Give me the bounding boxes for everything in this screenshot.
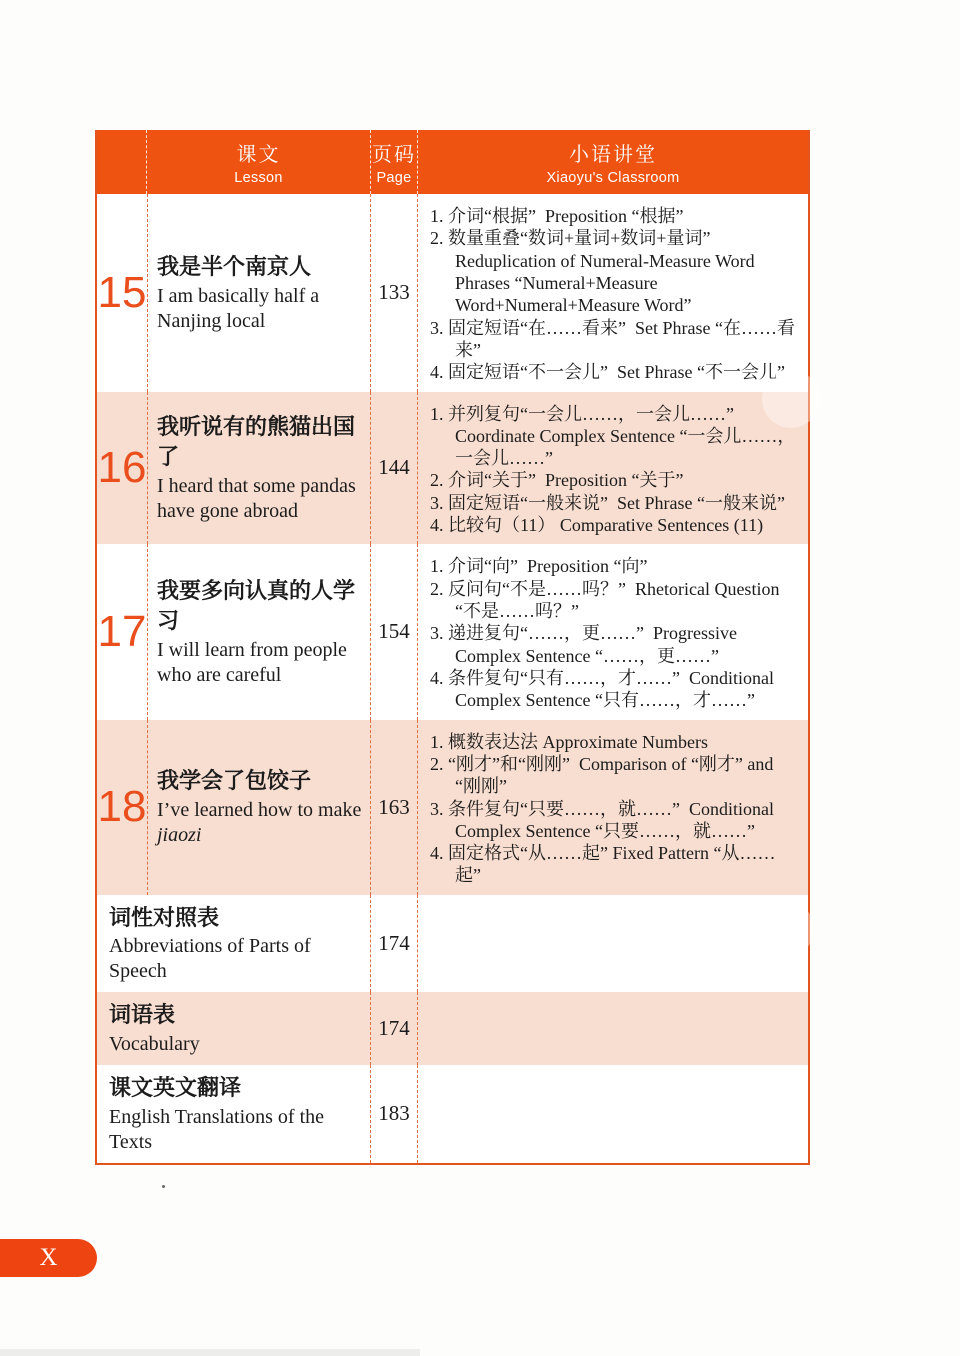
- appendix-row-translations: [97, 1065, 808, 1163]
- lesson-number: 16: [97, 442, 147, 492]
- table-header: [97, 130, 808, 194]
- lesson-title-en-italic: jiaozi: [157, 824, 202, 846]
- appendix-empty-cell: [418, 895, 808, 993]
- lesson-title-zh: 我听说有的熊猫出国了: [157, 414, 356, 469]
- classroom-content: [418, 392, 808, 545]
- lesson-title-zh: 我要多向认真的人学习: [157, 578, 356, 633]
- lesson-title-cell: [147, 720, 370, 895]
- appendix-title-en: Vocabulary: [109, 1033, 200, 1056]
- grammar-point: 1. 介词“根据” Preposition “根据”: [430, 206, 684, 226]
- lesson-row-15: [97, 194, 808, 392]
- grammar-point: 3. 固定短语“一般来说” Set Phrase “一般来说”: [430, 492, 785, 513]
- header-page: [370, 130, 418, 194]
- grammar-point: 3. 递进复句“……，更……” Progressive Complex Sentence “……，更……”: [430, 623, 742, 666]
- grammar-point: 4. 固定短语“不一会儿” Set Phrase “不一会儿”: [430, 362, 785, 383]
- appendix-empty-cell: [418, 1065, 808, 1163]
- header-page-en: Page: [376, 170, 412, 186]
- grammar-point: 2. “刚才”和“刚刚” Comparison of “刚才” and “刚刚”: [430, 753, 778, 797]
- classroom-content: [418, 720, 808, 895]
- appendix-title-cell: [97, 992, 370, 1065]
- page-number: 174: [370, 992, 418, 1065]
- lesson-title-en: I am basically half a Nanjing local: [157, 284, 320, 332]
- page-number: 174: [370, 895, 418, 993]
- classroom-content: [418, 544, 808, 719]
- grammar-point: 1. 介词“向” Preposition “向”: [430, 556, 648, 577]
- appendix-row-vocabulary: [97, 992, 808, 1065]
- lesson-title-en: I heard that some pandas have gone abroad: [157, 474, 356, 522]
- lesson-title-cell: [147, 392, 370, 545]
- grammar-point: 3. 固定短语“在……看来” Set Phrase “在……看来”: [430, 317, 795, 360]
- lesson-number: 15: [97, 267, 147, 317]
- header-lesson-en: Lesson: [234, 170, 283, 186]
- page-number: 163: [370, 720, 418, 895]
- page-number: 133: [370, 194, 418, 392]
- appendix-row-parts-of-speech: [97, 895, 808, 993]
- lesson-title-en: I’ve learned how to make jiaozi: [157, 799, 362, 846]
- appendix-title-cell: [97, 895, 370, 993]
- header-page-zh: 页码: [372, 144, 416, 166]
- lesson-title-cell: [147, 194, 370, 392]
- lesson-title-zh: 我是半个南京人: [157, 253, 312, 279]
- header-spacer: [97, 130, 147, 194]
- grammar-point: 1. 并列复句“一会儿……，一会儿……” Coordinate Complex Sentence “一会儿……，一会儿……”: [430, 403, 796, 469]
- appendix-title-zh: 词语表: [109, 1002, 176, 1028]
- appendix-title-zh: 课文英文翻译: [109, 1075, 242, 1101]
- header-classroom: [418, 130, 808, 194]
- grammar-point: 1. 概数表达法 Approximate Numbers: [430, 731, 708, 752]
- appendix-title-en: English Translations of the Texts: [109, 1105, 325, 1153]
- header-classroom-en: Xiaoyu's Classroom: [546, 170, 680, 186]
- lesson-number: 17: [97, 606, 147, 656]
- lesson-title-cell: [147, 544, 370, 719]
- grammar-point: 4. 比较句（11） Comparative Sentences (11): [430, 515, 764, 536]
- header-classroom-zh: 小语讲堂: [569, 144, 657, 166]
- page-number: 183: [370, 1065, 418, 1163]
- appendix-empty-cell: [418, 992, 808, 1065]
- grammar-point: 4. 条件复句“只有……，才……” Conditional Complex Sentence “只有……，才……”: [430, 667, 779, 711]
- page-number: 154: [370, 544, 418, 719]
- appendix-title-en: Abbreviations of Parts of Speech: [109, 935, 311, 983]
- header-lesson: [147, 130, 370, 194]
- page-edge-shadow: [0, 1349, 420, 1356]
- ink-speck: [162, 1185, 165, 1188]
- page-number-tab: X: [0, 1239, 97, 1277]
- appendix-title-zh: 词性对照表: [109, 904, 220, 930]
- lesson-row-18: [97, 720, 808, 895]
- grammar-point: 2. 数量重叠“数词+量词+数词+量词” Reduplication of Numeral-Measure Word Phrases “Numeral+Measure Word+Numeral+Measure Word”: [430, 228, 760, 316]
- lesson-number: 18: [97, 782, 147, 832]
- lesson-row-17: [97, 544, 808, 719]
- grammar-point: 4. 固定格式“从……起” Fixed Pattern “从……起”: [430, 843, 776, 886]
- lesson-title-zh: 我学会了包饺子: [157, 768, 312, 794]
- grammar-point: 2. 介词“关于” Preposition “关于”: [430, 470, 684, 491]
- grammar-point: 3. 条件复句“只要……，就……” Conditional Complex Sentence “只要……，就……”: [430, 798, 779, 841]
- header-lesson-zh: 课文: [236, 144, 281, 166]
- page-number: 144: [370, 392, 418, 545]
- appendix-title-cell: [97, 1065, 370, 1163]
- grammar-point: 2. 反问句“不是……吗？” Rhetorical Question “不是……吗？”: [430, 578, 784, 621]
- lesson-row-16: [97, 392, 808, 545]
- classroom-content: [418, 194, 808, 392]
- lesson-title-en: I will learn from people who are careful: [157, 638, 347, 686]
- table-of-contents: [95, 130, 810, 1165]
